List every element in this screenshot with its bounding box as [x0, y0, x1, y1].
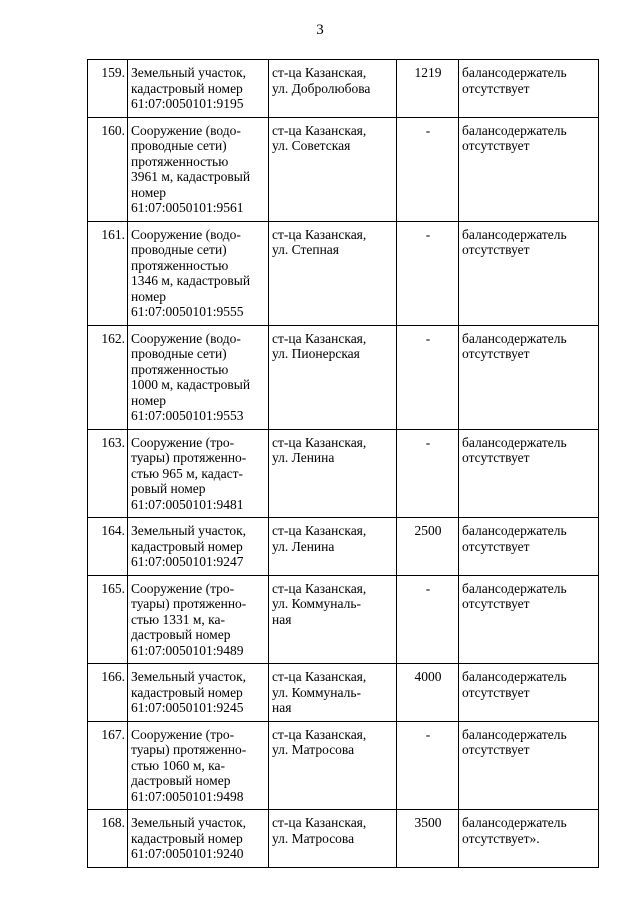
object-address: [269, 325, 397, 429]
object-name-line: 61:07:0050101:9245: [131, 700, 244, 715]
table-row: [88, 575, 599, 664]
object-address-line: ст-ца Казанская,: [272, 122, 367, 138]
row-number: 162.: [88, 325, 128, 429]
object-name-line: Сооружение (водо-: [131, 122, 241, 138]
object-name: [128, 60, 269, 118]
object-name: [128, 429, 269, 518]
object-address: [269, 221, 397, 325]
object-name-line: 61:07:0050101:9489: [131, 642, 244, 658]
object-name-line: проводные сети): [131, 346, 227, 361]
balance-holder-line: балансодержатель: [462, 330, 567, 346]
object-name: [128, 518, 269, 576]
object-name-line: Сооружение (водо-: [131, 226, 241, 242]
object-area: -: [397, 325, 459, 429]
object-address-line: ст-ца Казанская,: [272, 669, 367, 684]
object-address-line: ст-ца Казанская,: [272, 726, 367, 742]
object-name-line: ровый номер: [131, 481, 206, 496]
balance-holder-line: балансодержатель: [462, 726, 567, 742]
row-number: 164.: [88, 518, 128, 576]
row-number: 167.: [88, 721, 128, 810]
balance-holder-line: отсутствует: [462, 80, 530, 96]
object-name-line: туары) протяженно-: [131, 596, 247, 611]
row-number: 161.: [88, 221, 128, 325]
object-name-line: туары) протяженно-: [131, 450, 247, 465]
balance-holder-line: отсутствует: [462, 596, 530, 611]
balance-holder: [459, 518, 599, 576]
property-registry-table: [87, 59, 599, 868]
object-address-line: ул. Степная: [272, 242, 340, 257]
object-name: [128, 810, 269, 868]
row-number: 160.: [88, 117, 128, 221]
object-name-line: кадастровый номер: [131, 80, 243, 96]
balance-holder-line: отсутствует: [462, 346, 530, 361]
object-address-line: ул. Добролюбова: [272, 80, 371, 96]
object-name-line: номер: [131, 288, 167, 304]
balance-holder: [459, 60, 599, 118]
object-name: [128, 575, 269, 664]
object-name-line: стью 1060 м, ка-: [131, 757, 226, 773]
object-address-line: ул. Матросова: [272, 830, 355, 846]
object-address-line: ст-ца Казанская,: [272, 434, 367, 450]
balance-holder: [459, 664, 599, 722]
object-name-line: номер: [131, 392, 167, 408]
object-name-line: 61:07:0050101:9498: [131, 788, 244, 804]
balance-holder-line: отсутствует: [462, 538, 530, 554]
object-name-line: кадастровый номер: [131, 684, 243, 700]
balance-holder: [459, 221, 599, 325]
balance-holder-line: балансодержатель: [462, 226, 567, 242]
row-number: 165.: [88, 575, 128, 664]
object-name-line: кадастровый номер: [131, 538, 243, 554]
row-number: 159.: [88, 60, 128, 118]
object-name-line: туары) протяженно-: [131, 742, 247, 757]
object-name-line: 3961 м, кадастровый: [131, 169, 251, 184]
object-name-line: 61:07:0050101:9481: [131, 496, 244, 512]
table-row: [88, 117, 599, 221]
balance-holder: [459, 810, 599, 868]
table-row: [88, 664, 599, 722]
balance-holder-line: балансодержатель: [462, 122, 567, 138]
object-address-line: ул. Матросова: [272, 742, 355, 757]
object-name-line: 61:07:0050101:9195: [131, 96, 244, 111]
row-number: 168.: [88, 810, 128, 868]
object-address-line: ст-ца Казанская,: [272, 226, 367, 242]
object-area: 4000: [397, 664, 459, 722]
object-address-line: ст-ца Казанская,: [272, 65, 367, 80]
balance-holder-line: отсутствует: [462, 742, 530, 757]
object-name-line: 1000 м, кадастровый: [131, 377, 251, 392]
object-name-line: 61:07:0050101:9553: [131, 408, 244, 423]
table-row: [88, 221, 599, 325]
object-name-line: 61:07:0050101:9247: [131, 554, 244, 569]
balance-holder: [459, 325, 599, 429]
object-address: [269, 117, 397, 221]
row-number: 163.: [88, 429, 128, 518]
object-name-line: Сооружение (тро-: [131, 580, 235, 596]
object-name: [128, 117, 269, 221]
object-area: -: [397, 575, 459, 664]
object-address-line: ул. Коммуналь-: [272, 596, 362, 611]
object-name-line: Сооружение (тро-: [131, 434, 235, 450]
table-row: [88, 429, 599, 518]
object-name-line: дастровый номер: [131, 773, 231, 788]
object-name-line: протяженностью: [131, 361, 229, 377]
object-name-line: дастровый номер: [131, 627, 231, 642]
object-name-line: кадастровый номер: [131, 830, 243, 846]
object-name-line: стью 1331 м, ка-: [131, 611, 226, 627]
balance-holder-line: отсутствует: [462, 242, 530, 257]
balance-holder-line: балансодержатель: [462, 669, 567, 684]
balance-holder-line: отсутствует: [462, 138, 530, 153]
balance-holder-line: балансодержатель: [462, 65, 567, 80]
object-address-line: ст-ца Казанская,: [272, 580, 367, 596]
object-area: -: [397, 721, 459, 810]
balance-holder: [459, 721, 599, 810]
balance-holder-line: отсутствует».: [462, 830, 540, 846]
table-row: [88, 721, 599, 810]
balance-holder: [459, 117, 599, 221]
table-row: [88, 60, 599, 118]
table-row: [88, 810, 599, 868]
object-address-line: ст-ца Казанская,: [272, 523, 367, 538]
balance-holder-line: балансодержатель: [462, 580, 567, 596]
balance-holder-line: балансодержатель: [462, 815, 567, 830]
object-address-line: ст-ца Казанская,: [272, 815, 367, 830]
object-area: 3500: [397, 810, 459, 868]
object-address: [269, 518, 397, 576]
object-address-line: ная: [272, 700, 292, 715]
object-name-line: Земельный участок,: [131, 523, 247, 538]
object-name-line: Сооружение (тро-: [131, 726, 235, 742]
object-area: -: [397, 429, 459, 518]
object-address-line: ул. Пионерская: [272, 346, 360, 361]
balance-holder-line: отсутствует: [462, 450, 530, 465]
object-address: [269, 721, 397, 810]
object-name-line: стью 965 м, кадаст-: [131, 465, 244, 481]
object-area: 1219: [397, 60, 459, 118]
object-name-line: проводные сети): [131, 242, 227, 257]
object-name-line: 61:07:0050101:9240: [131, 846, 244, 861]
object-name-line: Земельный участок,: [131, 815, 247, 830]
table-row: [88, 325, 599, 429]
balance-holder-line: отсутствует: [462, 684, 530, 700]
object-address: [269, 575, 397, 664]
object-area: 2500: [397, 518, 459, 576]
object-area: -: [397, 117, 459, 221]
object-name-line: 61:07:0050101:9561: [131, 200, 244, 215]
object-name: [128, 664, 269, 722]
object-name-line: 1346 м, кадастровый: [131, 273, 251, 288]
object-name-line: Земельный участок,: [131, 65, 247, 80]
object-address-line: ул. Советская: [272, 138, 351, 153]
page-number: 3: [316, 22, 324, 38]
object-name: [128, 325, 269, 429]
object-name-line: 61:07:0050101:9555: [131, 304, 244, 319]
object-name-line: Земельный участок,: [131, 669, 247, 684]
object-address-line: ул. Ленина: [272, 450, 335, 465]
object-address: [269, 810, 397, 868]
object-address-line: ул. Коммуналь-: [272, 684, 362, 700]
registry-table-body: [88, 60, 599, 868]
row-number: 166.: [88, 664, 128, 722]
object-address-line: ная: [272, 611, 292, 627]
balance-holder-line: балансодержатель: [462, 523, 567, 538]
object-name: [128, 721, 269, 810]
object-name: [128, 221, 269, 325]
balance-holder: [459, 575, 599, 664]
object-area: -: [397, 221, 459, 325]
object-name-line: протяженностью: [131, 153, 229, 169]
object-address: [269, 429, 397, 518]
object-name-line: номер: [131, 184, 167, 200]
object-name-line: протяженностью: [131, 257, 229, 273]
object-name-line: проводные сети): [131, 138, 227, 153]
object-address-line: ст-ца Казанская,: [272, 330, 367, 346]
object-address-line: ул. Ленина: [272, 538, 335, 554]
balance-holder: [459, 429, 599, 518]
object-address: [269, 664, 397, 722]
balance-holder-line: балансодержатель: [462, 434, 567, 450]
table-row: [88, 518, 599, 576]
object-name-line: Сооружение (водо-: [131, 330, 241, 346]
object-address: [269, 60, 397, 118]
